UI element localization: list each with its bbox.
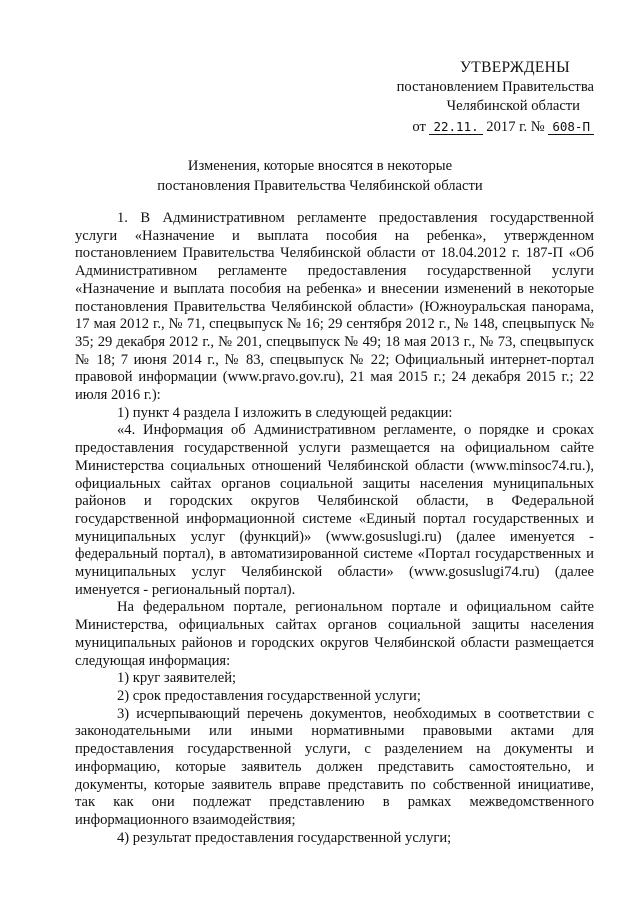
paragraph-6: 2) срок предоставления государственной услуги; [117,687,421,704]
paragraph-1: 1. В Административном регламенте предоставления государственной услуги «Назначение и выплата пособия на ребенка», утвержденном постановлением Правительства Челябинской области от 18.04.2012 г. 187-П «Об Административном регламенте предоставления государственной услуги «Назначение и выплата пособия на ребенка» и внесении изменений в некоторые постановления Правительства Челябинской области» (Южноуральская панорама, 17 мая 2012 г., № 71, спецвыпуск № 16; 29 сентября 2012 г., № 148, спецвыпуск № 35; 29 декабря 2012 г., № 201, спецвыпуск № 49; 18 мая 2013 г., № 73, спецвыпуск № 18; 7 июня 2014 г., № 83, спецвыпуск № 22; Официальный интернет-портал правовой информации (www.pravo.gov.ru), 21 мая 2015 г.; 24 декабря 2015 г.; 22 июля 2016 г.): [75,210,594,404]
paragraph-5: 1) круг заявителей; [117,670,237,687]
approval-heading: УТВЕРЖДЕНЫ [460,59,570,76]
title-line-2: постановления Правительства Челябинской области [157,177,483,194]
approval-block [397,58,594,137]
document-body [75,210,594,847]
title-line-1: Изменения, которые вносятся в некоторые [187,158,453,174]
approval-number: 608-П [548,119,594,135]
paragraph-4: На федеральном портале, региональном портале и официальном сайте Министерства, официальных сайтах органов социальной защиты населения муниципальных районов и городских округов Челябинской области размещается следующая информация: [75,599,594,669]
approval-issuer: постановлением Правительства [396,78,594,95]
paragraph-3: «4. Информация об Административном регламенте, о порядке и сроках предоставления государственной услуги размещается на официальном сайте Министерства социальных отношений Челябинской области (www.minsoc74.ru.), официальных сайтах органов социальной защиты населения муниципальных районов и городских округов Челябинской области, в Федеральной государственной информационной системе «Единый портал государственных и муниципальных услуг (функций)» (www.gosuslugi.ru) (далее именуется - федеральный портал), в автоматизированной системе «Портал государственных и муниципальных услуг Челябинской области» (www.gosuslugi74.ru) (далее именуется - региональный портал). [75,422,594,598]
paragraph-7: 3) исчерпывающий перечень документов, необходимых в соответствии с законодательными или иными нормативными правовыми актами для предоставления государственной услуги, с разделением на документы и информацию, которые заявитель должен представить самостоятельно, и документы, которые заявитель вправе представить по собственной инициативе, так как они подлежат представлению в рамках межведомственного информационного взаимодействия; [75,705,594,828]
approval-date-line [397,117,594,138]
approval-date: 22.11. [429,119,482,135]
paragraph-2: 1) пункт 4 раздела I изложить в следующей редакции: [117,404,453,421]
approval-year: 2017 г. № [486,118,545,135]
approval-region: Челябинской области [446,98,580,114]
paragraph-8: 4) результат предоставления государственной услуги; [117,829,452,846]
approval-from-label: от [412,118,426,135]
document-title [0,157,640,196]
